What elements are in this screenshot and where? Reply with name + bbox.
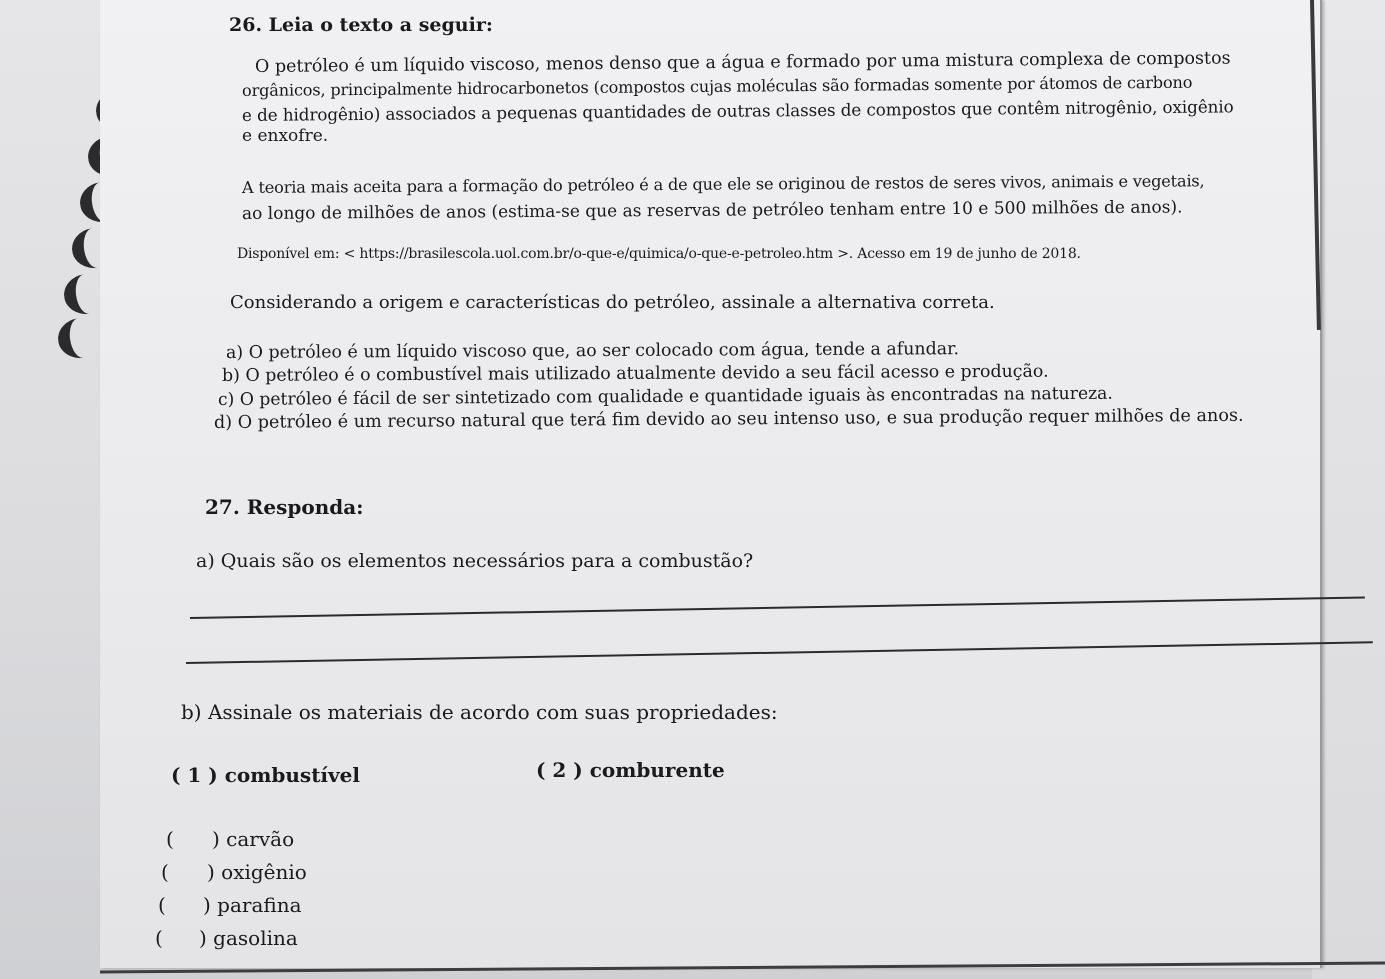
- q26-paragraph-2-line-1: A teoria mais aceita para a formação do petróleo é a de que ele se originou de restos de seres vivos, animais e vegetais,: [241, 171, 1205, 197]
- item-gasolina: ) gasolina: [199, 926, 298, 950]
- q26-paragraph-2-line-2: ao longo de milhões de anos (estima-se que as reservas de petróleo tenham entre 10 e 500 milhões de anos).: [241, 197, 1183, 224]
- item-carvao-paren[interactable]: (: [166, 827, 174, 851]
- q26-source-citation: Disponível em: < https://brasilescola.uol.com.br/o-que-e/quimica/o-que-e-petroleo.htm >. Acesso em 19 de junho de 2018.: [237, 246, 1081, 262]
- question-27-heading: 27. Responda:: [205, 495, 364, 519]
- q26-option-a[interactable]: a) O petróleo é um líquido viscoso que, ao ser colocado com água, tende a afundar.: [225, 339, 960, 363]
- item-parafina-paren[interactable]: (: [158, 893, 166, 917]
- q27-part-a: a) Quais são os elementos necessários para a combustão?: [196, 550, 754, 572]
- legend-combustivel: ( 1 ) combustível: [171, 763, 360, 787]
- q26-paragraph-1-line-2: orgânicos, principalmente hidrocarbonetos (compostos cujas moléculas são formadas somente por átomos de carbono: [241, 72, 1193, 100]
- q26-paragraph-1-line-3: e de hidrogênio) associados a pequenas quantidades de outras classes de compostos que contêm nitrogênio, oxigênio: [241, 96, 1234, 125]
- item-carvao: ) carvão: [212, 827, 295, 851]
- q26-paragraph-1-line-1: O petróleo é um líquido viscoso, menos denso que a água e formado por uma mistura complexa de compostos: [254, 48, 1231, 77]
- item-gasolina-paren[interactable]: (: [155, 926, 163, 950]
- item-parafina: ) parafina: [203, 893, 302, 917]
- item-oxigenio-paren[interactable]: (: [161, 860, 169, 884]
- question-26-heading: 26. Leia o texto a seguir:: [229, 14, 493, 36]
- q26-option-d[interactable]: d) O petróleo é um recurso natural que terá fim devido ao seu intenso uso, e sua produção requer milhões de anos.: [213, 405, 1244, 433]
- underlying-page: [1312, 0, 1385, 979]
- q26-option-b[interactable]: b) O petróleo é o combustível mais utilizado atualmente devido a seu fácil acesso e produção.: [221, 361, 1049, 386]
- q27-part-b: b) Assinale os materiais de acordo com suas propriedades:: [181, 700, 778, 724]
- q26-paragraph-1-line-4: e enxofre.: [242, 126, 329, 146]
- legend-comburente: ( 2 ) comburente: [536, 758, 725, 782]
- item-oxigenio: ) oxigênio: [207, 860, 307, 884]
- q26-prompt: Considerando a origem e características do petróleo, assinale a alternativa correta.: [230, 292, 995, 313]
- q26-option-c[interactable]: c) O petróleo é fácil de ser sintetizado com qualidade e quantidade iguais às encontradas na natureza.: [217, 383, 1113, 410]
